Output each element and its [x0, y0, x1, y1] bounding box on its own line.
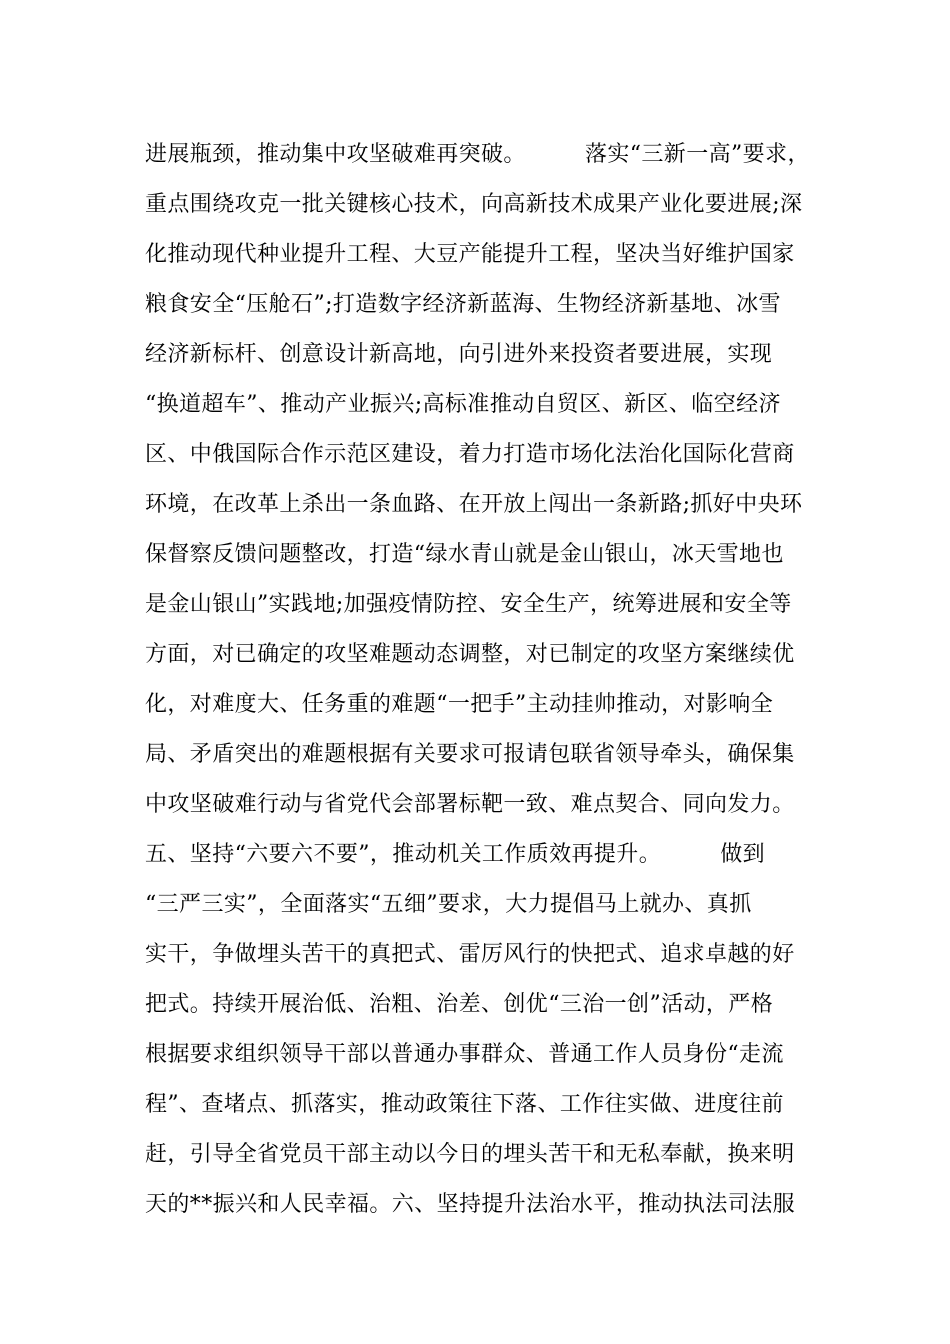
text-line: 程”、查堵点、抓落实，推动政策往下落、工作往实做、进度往前 — [145, 1092, 784, 1117]
text-line: 是金山银山”实践地;加强疫情防控、安全生产，统筹进展和安全等 — [145, 592, 792, 617]
text-line: 经济新标杆、创意设计新高地，向引进外来投资者要进展，实现 — [145, 342, 773, 367]
text-line: “三严三实”，全面落实“五细”要求，大力提倡马上就办、真抓 — [145, 892, 752, 917]
text-line: “换道超车”、推动产业振兴;高标准推动自贸区、新区、临空经济 — [145, 392, 781, 417]
text-line: 重点围绕攻克一批关键核心技术，向高新技术成果产业化要进展;深 — [145, 192, 803, 217]
text-line: 根据要求组织领导干部以普通办事群众、普通工作人员身份“走流 — [145, 1042, 784, 1067]
text-line: 五、坚持“六要六不要”，推动机关工作质效再提升。 做到 — [145, 842, 766, 867]
text-line: 实干，争做埋头苦干的真把式、雷厉风行的快把式、追求卓越的好 — [145, 942, 795, 967]
text-line: 把式。持续开展治低、治粗、治差、创优“三治一创”活动，严格 — [145, 992, 774, 1017]
text-line: 进展瓶颈，推动集中攻坚破难再突破。 落实“三新一高”要求， — [145, 142, 810, 167]
text-line: 天的**振兴和人民幸福。六、坚持提升法治水平，推动执法司法服 — [145, 1192, 796, 1217]
text-line: 局、矛盾突出的难题根据有关要求可报请包联省领导牵头，确保集 — [145, 742, 795, 767]
text-line: 赶，引导全省党员干部主动以今日的埋头苦干和无私奉献，换来明 — [145, 1142, 795, 1167]
text-line: 区、中俄国际合作示范区建设，着力打造市场化法治化国际化营商 — [145, 442, 795, 467]
text-line: 方面，对已确定的攻坚难题动态调整，对已制定的攻坚方案继续优 — [145, 642, 795, 667]
text-line: 环境，在改革上杀出一条血路、在开放上闯出一条新路;抓好中央环 — [145, 492, 803, 517]
text-line: 粮食安全“压舱石”;打造数字经济新蓝海、生物经济新基地、冰雪 — [145, 292, 781, 317]
text-line: 中攻坚破难行动与省党代会部署标靶一致、难点契合、同向发力。 — [145, 792, 795, 817]
text-line: 化推动现代种业提升工程、大豆产能提升工程，坚决当好维护国家 — [145, 242, 795, 267]
text-line: 保督察反馈问题整改，打造“绿水青山就是金山银山，冰天雪地也 — [145, 542, 784, 567]
text-line: 化，对难度大、任务重的难题“一把手”主动挂帅推动，对影响全 — [145, 692, 774, 717]
body-text — [145, 130, 835, 1230]
